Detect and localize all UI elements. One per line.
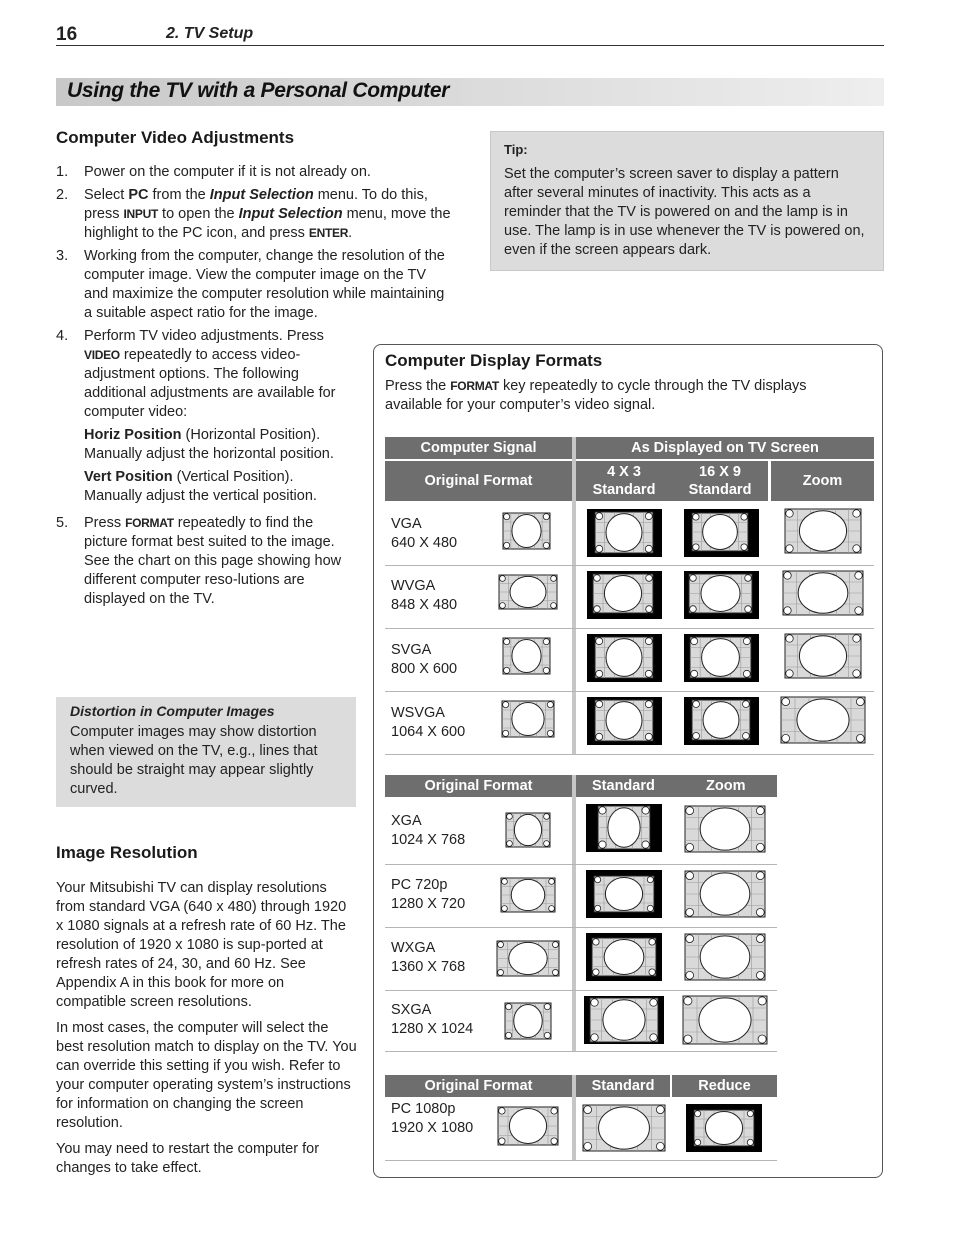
format-name: VGA — [391, 516, 422, 532]
row-pc1080p-label — [391, 1100, 473, 1138]
format-name: PC 1080p — [391, 1101, 456, 1117]
header-zoom — [771, 461, 874, 501]
video-adjust-heading: Computer Video Adjustments — [56, 128, 295, 147]
column-divider — [572, 437, 576, 754]
row-sxga-label — [391, 1001, 473, 1039]
format-name: SXGA — [391, 1002, 432, 1018]
step-5 — [56, 514, 354, 609]
key-input: INPUT — [123, 207, 159, 221]
standard-16x9-icon — [684, 571, 759, 619]
image-resolution-heading: Image Resolution — [56, 843, 198, 862]
header-label: 4 X 3 — [607, 464, 641, 480]
original-format-icon — [504, 1002, 552, 1040]
key-enter: ENTER — [308, 226, 349, 240]
display-formats-heading: Computer Display Formats — [385, 351, 603, 370]
header-label: Original Format — [424, 778, 533, 794]
standard-icon — [584, 996, 664, 1044]
step-text: Perform TV video adjustments. Press — [84, 328, 324, 344]
standard-16x9-icon — [684, 634, 759, 682]
header-label: Standard — [688, 482, 752, 498]
row-divider — [385, 628, 874, 629]
step-number: 3. — [56, 248, 69, 264]
original-format-icon — [505, 812, 551, 848]
standard-4x3-icon — [587, 509, 662, 557]
vert-term: Vert Position — [84, 469, 173, 485]
header-label: Standard — [591, 1078, 655, 1094]
step-text: from the — [148, 187, 210, 203]
step-4 — [56, 327, 354, 506]
standard-16x9-icon — [684, 697, 759, 745]
distortion-box — [56, 697, 356, 807]
header-label: Original Format — [424, 473, 533, 489]
format-name: PC 720p — [391, 877, 448, 893]
format-resolution: 1920 X 1080 — [391, 1120, 474, 1136]
format-resolution: 1280 X 1024 — [391, 1021, 474, 1037]
header-standard-zoom — [576, 775, 777, 797]
format-name: XGA — [391, 813, 422, 829]
row-divider — [385, 990, 777, 991]
header-label: Original Format — [424, 1078, 533, 1094]
header-label: Standard — [592, 482, 656, 498]
image-resolution-p2: In most cases, the computer will select the best resolution match to display on the TV. You can override this setting if you wish. Refer to your computer operating system’s instructions for information on changing the screen resolution. — [56, 1020, 357, 1131]
horiz-term: Horiz Position — [84, 427, 182, 443]
step-text: . — [348, 225, 353, 241]
format-resolution: 1064 X 600 — [391, 724, 466, 740]
section-banner — [56, 78, 884, 106]
original-format-icon — [500, 877, 556, 913]
step-text: menu, move the highlight to the PC icon, and press — [84, 206, 451, 241]
step-number: 5. — [56, 515, 69, 531]
display-formats-intro — [385, 377, 855, 415]
page-number: 16 — [56, 24, 78, 45]
distortion-title: Distortion in Computer Images — [70, 703, 275, 719]
format-resolution: 640 X 480 — [391, 535, 458, 551]
horiz-position-item — [84, 426, 354, 464]
section-title: Using the TV with a Personal Computer — [67, 79, 450, 102]
header-standard: Standard — [592, 778, 655, 794]
reduce-icon — [686, 1104, 762, 1152]
key-format: FORMAT — [450, 379, 499, 393]
row-divider — [385, 1160, 777, 1161]
vert-text: (Vertical Position). Manually adjust the vertical position. — [84, 469, 317, 504]
step-text: Working from the computer, change the resolution of the computer image. View the computer image on the TV and maximize the computer resolution while maintaining a suitable aspect ratio for the image. — [84, 248, 445, 321]
row-divider — [385, 1051, 777, 1052]
header-label: Computer Signal — [420, 440, 537, 456]
row-divider — [385, 927, 777, 928]
format-name: SVGA — [391, 642, 432, 658]
key-video: VIDEO — [84, 348, 120, 362]
format-resolution: 1024 X 768 — [391, 832, 466, 848]
header-original-format — [385, 1075, 572, 1097]
header-label: Zoom — [802, 473, 843, 489]
standard-4x3-icon — [587, 697, 662, 745]
zoom-icon — [780, 696, 866, 744]
step-text: to open the — [158, 206, 239, 222]
menu-term: Input Selection — [209, 187, 314, 203]
standard-icon — [586, 870, 662, 918]
key-format: FORMAT — [125, 516, 174, 530]
header-zoom: Zoom — [706, 778, 746, 794]
row-wxga-label — [391, 939, 465, 977]
original-format-icon — [498, 574, 558, 610]
header-standard — [576, 1075, 670, 1097]
original-format-icon — [497, 1106, 559, 1146]
tip-box — [490, 131, 884, 271]
tip-title: Tip: — [504, 142, 528, 157]
pc-term: PC — [128, 187, 149, 203]
row-divider — [385, 754, 874, 755]
vert-position-item — [84, 468, 354, 506]
step-1 — [56, 163, 451, 182]
header-original-format — [385, 775, 572, 797]
format-name: WXGA — [391, 940, 436, 956]
image-resolution-p3: You may need to restart the computer for changes to take effect. — [56, 1141, 320, 1176]
step-text: menu. To do this, press — [84, 187, 428, 222]
header-as-displayed — [576, 437, 874, 459]
header-rule — [56, 45, 884, 46]
step-number: 2. — [56, 187, 69, 203]
step-number: 4. — [56, 328, 69, 344]
zoom-icon — [684, 933, 766, 981]
row-pc720p-label — [391, 876, 465, 914]
format-resolution: 848 X 480 — [391, 597, 458, 613]
step-text: repeatedly to access video-adjustment options. The following additional adjustments are available for computer video: — [84, 347, 336, 420]
header-label: 16 X 9 — [699, 464, 741, 480]
original-format-icon — [502, 637, 551, 675]
format-name: WVGA — [391, 578, 436, 594]
column-divider — [572, 775, 576, 1052]
chapter-title: 2. TV Setup — [166, 25, 254, 42]
original-format-icon — [496, 940, 560, 977]
header-label: Reduce — [698, 1078, 751, 1094]
header-original-format — [385, 461, 572, 501]
zoom-icon — [684, 870, 766, 918]
distortion-text: Computer images may show distortion when viewed on the TV, e.g., lines that should be straight may appear slightly curved. — [70, 724, 318, 797]
step-text: repeatedly to find the picture format best suited to the image. See the chart on this page showing how different computer reso-lutions are displayed on the TV. — [84, 515, 342, 607]
zoom-icon — [682, 995, 768, 1045]
row-divider — [385, 565, 874, 566]
header-16x9-standard — [672, 461, 768, 501]
step-text: Select — [84, 187, 129, 203]
row-wvga-label — [391, 577, 457, 615]
row-wsvga-label — [391, 704, 465, 742]
tip-text: Set the computer’s screen saver to display a pattern after several minutes of inactivity. This acts as a reminder that the TV is powered on and the lamp is in use. The lamp is in use whenever the TV is powered on, even if the screen appears dark. — [504, 166, 865, 258]
zoom-icon — [784, 633, 862, 679]
zoom-icon — [684, 805, 766, 853]
horiz-text: (Horizontal Position). Manually adjust the horizontal position. — [84, 427, 334, 462]
original-format-icon — [502, 512, 551, 550]
row-vga-label — [391, 515, 457, 553]
header-4x3-standard — [576, 461, 672, 501]
image-resolution-p1: Your Mitsubishi TV can display resolutions from standard VGA (640 x 480) through 1920 x 1080 signals at a refresh rate of 60 Hz. The resolution of 1920 x 1080 is sup-ported at refresh rates of 24, 30, and 60 Hz. See Appendix A in this book for more on compatible screen resolutions. — [56, 880, 347, 1010]
format-resolution: 800 X 600 — [391, 661, 458, 677]
format-name: WSVGA — [391, 705, 445, 721]
intro-text: Press the — [385, 378, 451, 394]
zoom-icon — [784, 508, 862, 554]
header-computer-signal — [385, 437, 572, 459]
standard-16x9-icon — [684, 509, 759, 557]
row-divider — [385, 864, 777, 865]
step-number: 1. — [56, 164, 69, 180]
header-label: As Displayed on TV Screen — [631, 440, 819, 456]
original-format-icon — [501, 700, 555, 738]
row-xga-label — [391, 812, 465, 850]
menu-term: Input Selection — [238, 206, 343, 222]
row-svga-label — [391, 641, 457, 679]
row-divider — [385, 691, 874, 692]
column-divider — [572, 1075, 576, 1161]
standard-4x3-icon — [587, 571, 662, 619]
step-3 — [56, 247, 451, 323]
standard-icon — [586, 933, 662, 981]
step-2 — [56, 186, 451, 243]
zoom-icon — [782, 570, 864, 616]
standard-icon — [586, 804, 662, 852]
standard-4x3-icon — [587, 634, 662, 682]
step-text: Power on the computer if it is not already on. — [84, 164, 371, 180]
step-text: Press — [84, 515, 126, 531]
format-resolution: 1280 X 720 — [391, 896, 466, 912]
intro-text: key repeatedly to cycle through the TV displays available for your computer’s video signal. — [385, 378, 807, 413]
format-resolution: 1360 X 768 — [391, 959, 466, 975]
header-reduce — [672, 1075, 777, 1097]
standard-icon — [582, 1104, 666, 1152]
